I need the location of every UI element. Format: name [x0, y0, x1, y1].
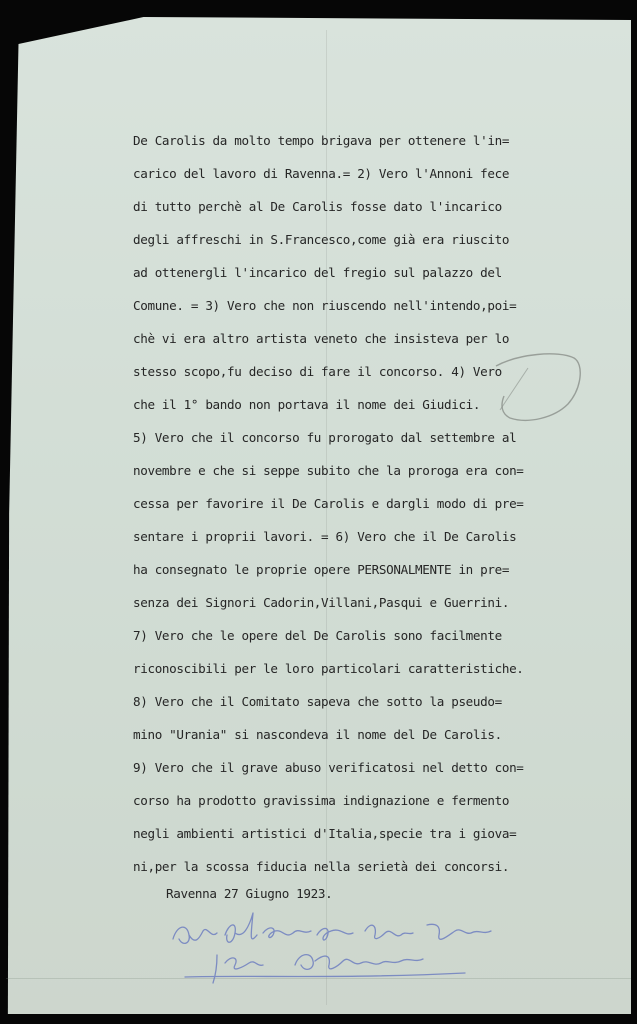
text-line: riconoscibili per le loro particolari caratteristiche.	[133, 661, 524, 676]
text-line: ad ottenergli l'incarico del fregio sul palazzo del	[133, 265, 502, 280]
text-line: carico del lavoro di Ravenna.= 2) Vero l'Annoni fece	[133, 166, 510, 181]
text-line: novembre e che si seppe subito che la proroga era con=	[133, 463, 524, 478]
text-line: corso ha prodotto gravissima indignazione e fermento	[133, 793, 510, 808]
text-line: degli affreschi in S.Francesco,come già era riuscito	[133, 232, 510, 247]
text-line: negli ambienti artistici d'Italia,specie tra i giova=	[133, 826, 517, 841]
handwritten-signature	[165, 905, 530, 985]
text-line: cessa per favorire il De Carolis e dargli modo di pre=	[133, 496, 524, 511]
text-line: 5) Vero che il concorso fu prorogato dal settembre al	[133, 430, 517, 445]
text-line: chè vi era altro artista veneto che insisteva per lo	[133, 331, 510, 346]
text-line: 9) Vero che il grave abuso verificatosi nel detto con=	[133, 760, 524, 775]
text-line: ni,per la scossa fiducia nella serietà dei concorsi.	[133, 859, 510, 874]
text-line: Comune. = 3) Vero che non riuscendo nell'intendo,poi=	[133, 298, 517, 313]
text-line: senza dei Signori Cadorin,Villani,Pasqui e Guerrini.	[133, 595, 510, 610]
typed-text-body	[133, 133, 603, 892]
text-line: che il 1° bando non portava il nome dei Giudici.	[133, 397, 481, 412]
text-line: mino "Urania" si nascondeva il nome del De Carolis.	[133, 727, 502, 742]
text-line: ha consegnato le proprie opere PERSONALMENTE in pre=	[133, 562, 510, 577]
pencil-circle-mark	[488, 348, 588, 428]
date-line: Ravenna 27 Giugno 1923.	[166, 886, 333, 901]
text-line: stesso scopo,fu deciso di fare il concorso. 4) Vero	[133, 364, 502, 379]
text-line: 7) Vero che le opere del De Carolis sono facilmente	[133, 628, 502, 643]
text-line: De Carolis da molto tempo brigava per ottenere l'in=	[133, 133, 510, 148]
text-line: sentare i proprii lavori. = 6) Vero che il De Carolis	[133, 529, 517, 544]
text-line: 8) Vero che il Comitato sapeva che sotto la pseudo=	[133, 694, 502, 709]
text-line: di tutto perchè al De Carolis fosse dato l'incarico	[133, 199, 502, 214]
